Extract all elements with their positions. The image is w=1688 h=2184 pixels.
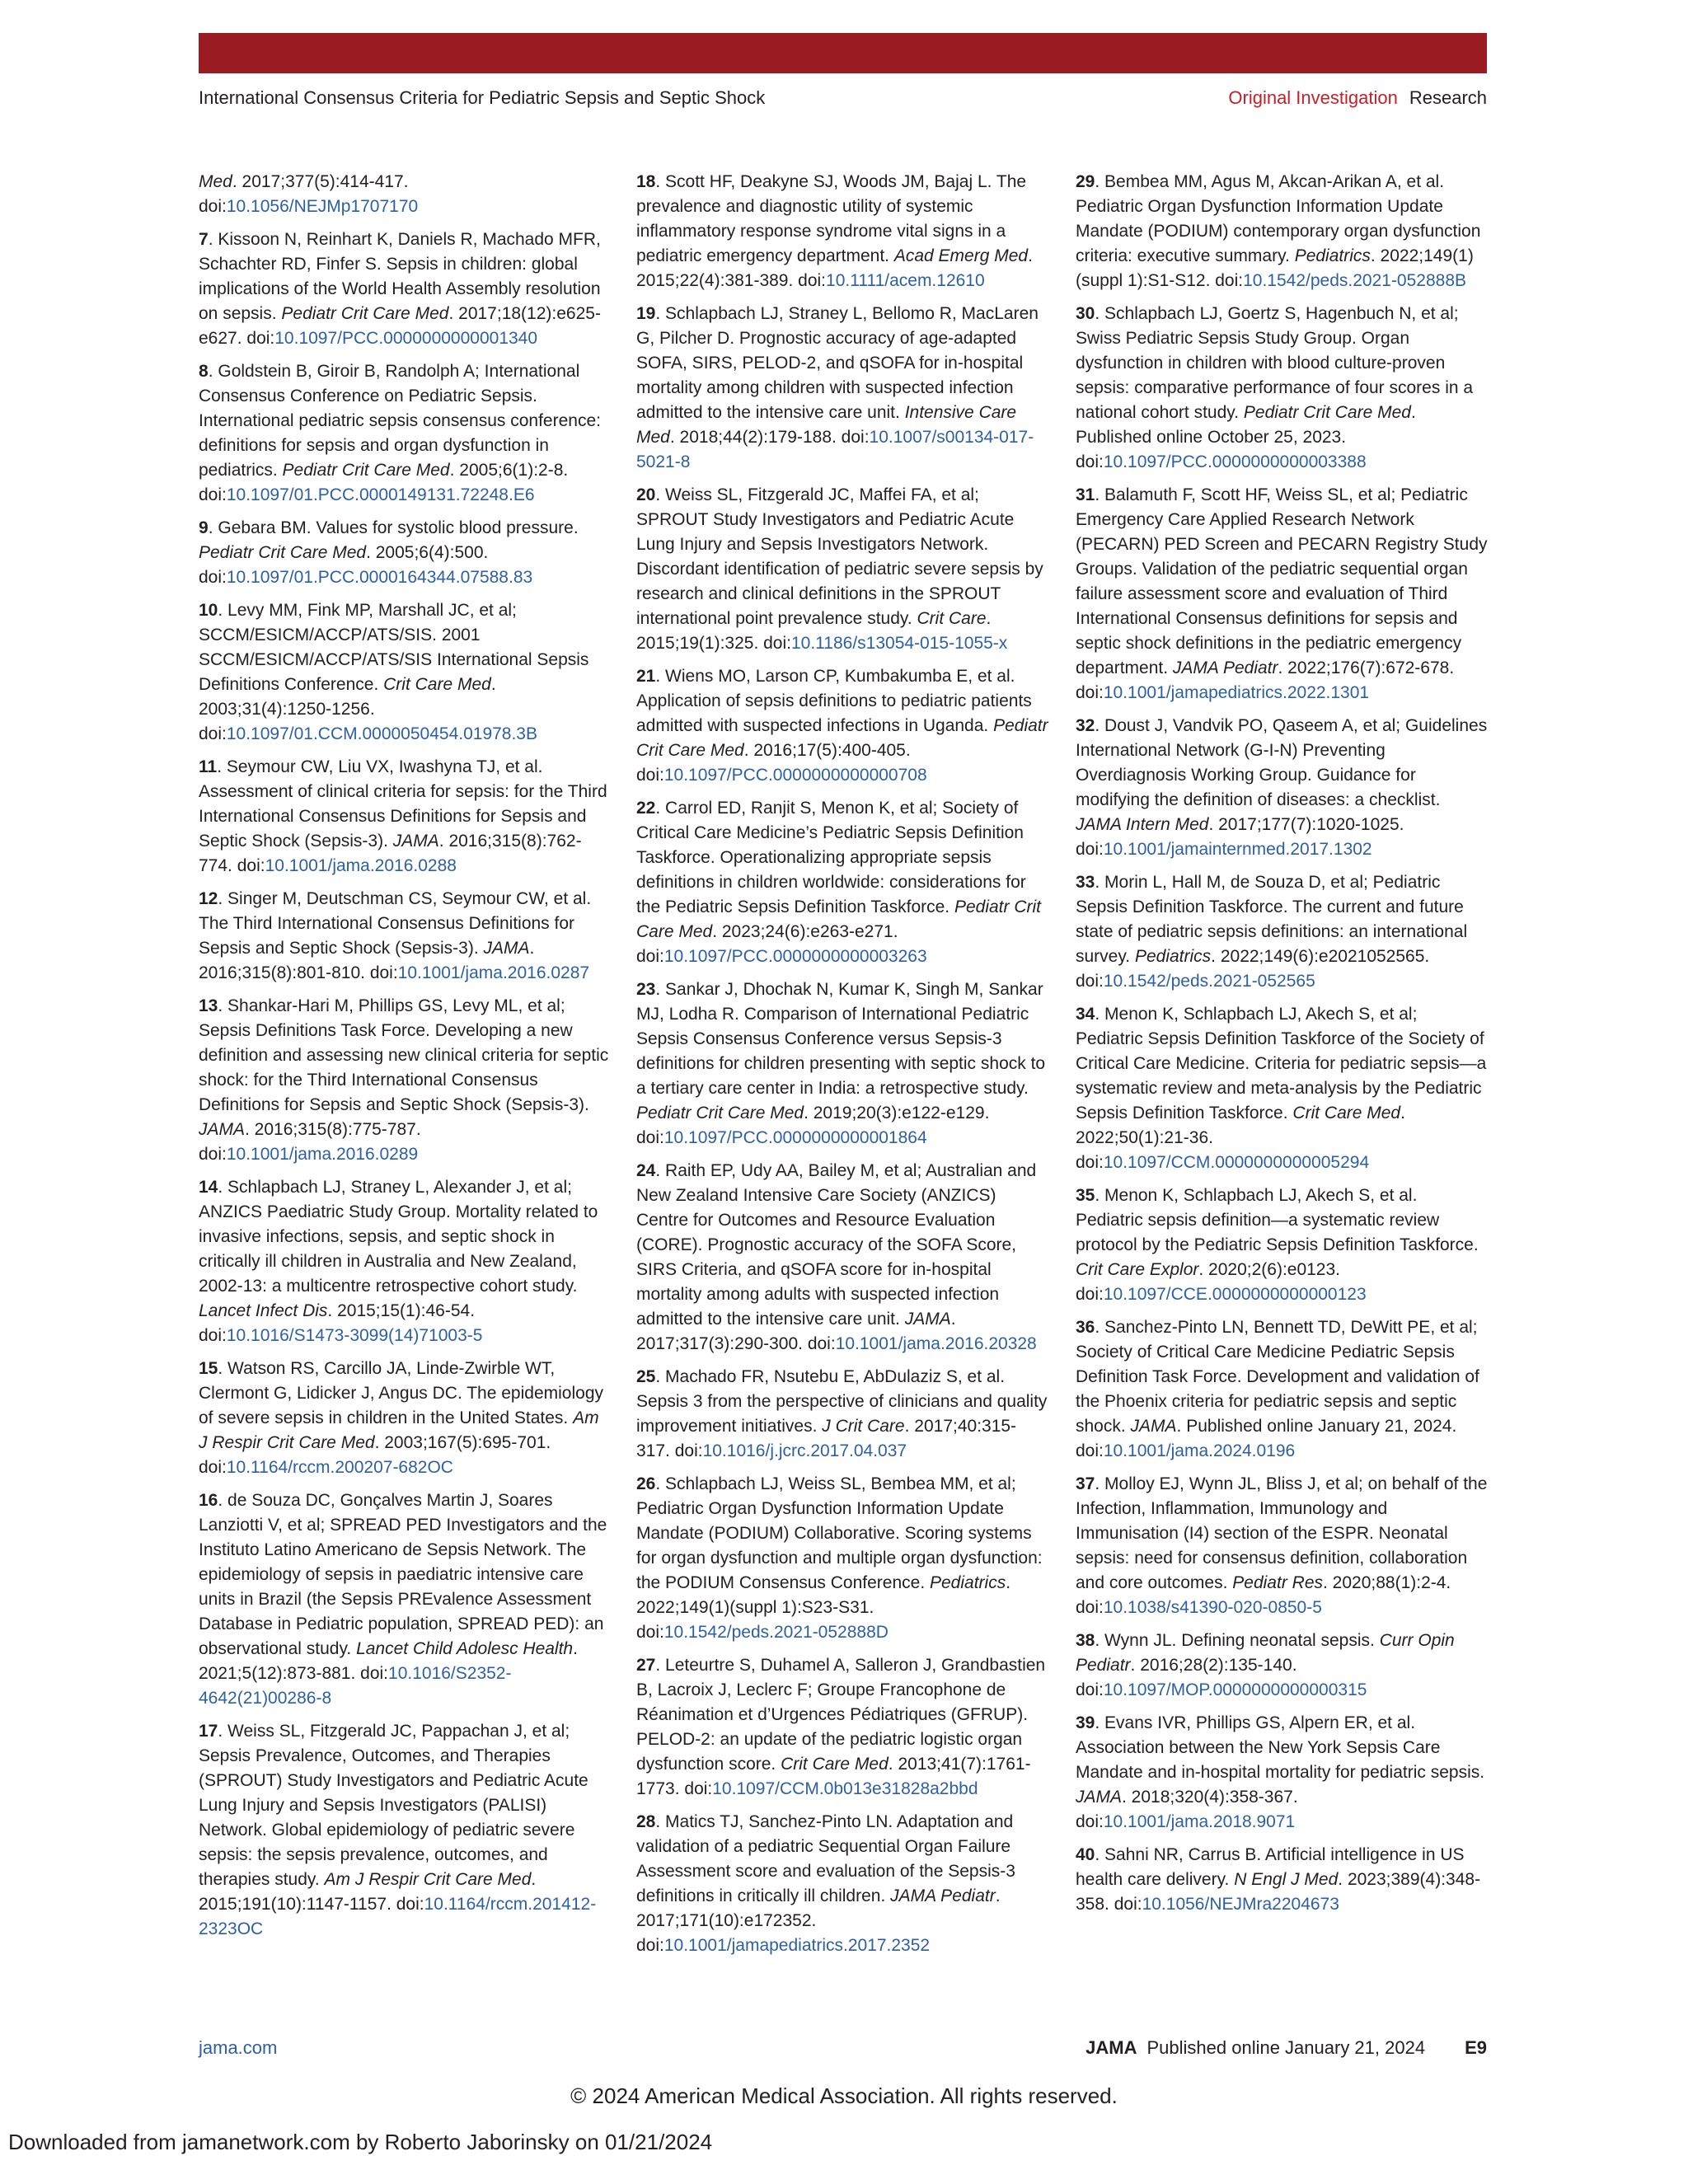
journal-title: Crit Care Med	[383, 675, 491, 694]
reference-text: . Shankar-Hari M, Phillips GS, Levy ML, et al; Sepsis Definitions Task Force. Developing a new definition and assessing new clinical criteria for septic shock: for the Third International Consensus Definitions for Sepsis and Septic Shock (Sepsis-3).	[199, 996, 609, 1114]
doi-link[interactable]: 10.1001/jama.2016.0288	[265, 856, 457, 875]
reference-text: . 2017;40:315-317. doi:	[636, 1417, 1017, 1460]
reference-number: 29	[1076, 172, 1095, 191]
reference-text: . Published online January 21, 2024. doi:	[1076, 1417, 1457, 1460]
reference-text: . 2015;191(10):1147-1157. doi:	[199, 1870, 537, 1914]
journal-title: N Engl J Med	[1234, 1870, 1339, 1889]
doi-link[interactable]: 10.1164/rccm.200207-682OC	[226, 1458, 453, 1477]
reference-text: . Doust J, Vandvik PO, Qaseem A, et al; Guidelines International Network (G-I-N) Preventing Overdiagnosis Working Group. Guidance for modifying the definition of diseases: a checklist.	[1076, 716, 1488, 809]
reference-entry	[199, 170, 611, 219]
journal-title: Intensive Care Med	[636, 403, 1017, 447]
reference-text: . Carrol ED, Ranjit S, Menon K, et al; Society of Critical Care Medicine’s Pediatric Sepsis Definition Taskforce. Operationalizing appropriate sepsis definitions in children worldwide: considerations for the Pediatric Sepsis Definition Taskforce.	[636, 799, 1026, 916]
journal-title: Lancet Child Adolesc Health	[356, 1639, 574, 1658]
doi-link[interactable]: 10.1542/peds.2021-052888B	[1243, 271, 1467, 290]
running-title: International Consensus Criteria for Pediatric Sepsis and Septic Shock	[199, 87, 766, 108]
reference-entry	[1076, 1711, 1488, 1835]
reference-number: 18	[636, 172, 656, 191]
copyright-notice: © 2024 American Medical Association. All rights reserved.	[570, 2083, 1118, 2108]
journal-title: Med	[199, 172, 232, 191]
doi-link[interactable]: 10.1016/S1473-3099(14)71003-5	[226, 1326, 483, 1345]
doi-link[interactable]: 10.1097/PCC.0000000000001864	[663, 1128, 927, 1147]
reference-text: . 2005;6(4):500. doi:	[199, 543, 489, 587]
reference-text: . 2019;20(3):e122-e129. doi:	[636, 1104, 990, 1147]
reference-number: 21	[636, 667, 656, 686]
reference-text: . Bembea MM, Agus M, Akcan-Arikan A, et al. Pediatric Organ Dysfunction Information Update Mandate (PODIUM) contemporary organ dysfunction criteria: executive summary.	[1076, 172, 1481, 265]
doi-link[interactable]: 10.1016/j.jcrc.2017.04.037	[702, 1441, 907, 1460]
reference-text: . 2022;176(7):672-678. doi:	[1076, 658, 1455, 702]
doi-link[interactable]: 10.1056/NEJMra2204673	[1142, 1895, 1339, 1914]
journal-title: JAMA	[392, 832, 439, 851]
reference-text: . Levy MM, Fink MP, Marshall JC, et al; SCCM/ESICM/ACCP/ATS/SIS. 2001 SCCM/ESICM/ACCP/ATS/SIS International Sepsis Definitions Conference.	[199, 601, 589, 694]
doi-link[interactable]: 10.1097/CCM.0b013e31828a2bbd	[712, 1779, 978, 1798]
reference-number: 25	[636, 1367, 656, 1386]
reference-text: . Watson RS, Carcillo JA, Linde-Zwirble WT, Clermont G, Lidicker J, Angus DC. The epidemiology of severe sepsis in children in the United States.	[199, 1359, 603, 1427]
reference-number: 16	[199, 1491, 218, 1510]
journal-title: Crit Care Med	[781, 1755, 889, 1774]
reference-text: . de Souza DC, Gonçalves Martin J, Soares Lanziotti V, et al; SPREAD PED Investigators and the Instituto Latino Americano de Sepsis Network. The epidemiology of sepsis in paediatric intensive care units in Brazil (the Sepsis PREvalence Assessment Database in Pediatric population, SPREAD PED): an observational study.	[199, 1491, 607, 1658]
reference-text: . 2015;22(4):381-389. doi:	[636, 246, 1033, 290]
site-link[interactable]: jama.com	[199, 2037, 278, 2058]
reference-number: 13	[199, 996, 218, 1015]
reference-entry	[636, 796, 1048, 969]
reference-number: 32	[1076, 716, 1095, 735]
reference-text: . 2016;315(8):801-810. doi:	[199, 939, 535, 982]
reference-number: 26	[636, 1474, 656, 1493]
journal-title: JAMA	[199, 1120, 246, 1139]
reference-number: 34	[1076, 1005, 1095, 1024]
reference-entry	[636, 664, 1048, 788]
doi-link[interactable]: 10.1097/PCC.0000000000003388	[1103, 452, 1367, 471]
reference-entry	[1076, 1843, 1488, 1917]
reference-text: . Wiens MO, Larson CP, Kumbakumba E, et al. Application of sepsis definitions to pediatric patients admitted with suspected infections in Uganda.	[636, 667, 1032, 735]
journal-title: Pediatr Crit Care Med	[281, 304, 449, 323]
reference-text: . Schlapbach LJ, Straney L, Bellomo R, MacLaren G, Pilcher D. Prognostic accuracy of age-adapted SOFA, SIRS, PELOD-2, and qSOFA for in-hospital mortality among children with suspected infection admitted to the intensive care unit.	[636, 304, 1039, 422]
reference-text: . Sankar J, Dhochak N, Kumar K, Singh M, Sankar MJ, Lodha R. Comparison of International Pediatric Sepsis Consensus Conference versus Sepsis-3 definitions for children presenting with septic shock to a tertiary care center in India: a retrospective study.	[636, 980, 1046, 1098]
reference-text: . Schlapbach LJ, Goertz S, Hagenbuch N, et al; Swiss Pediatric Sepsis Study Group. Organ dysfunction in children with blood culture-proven sepsis: comparative performance of four scores in a national cohort study.	[1076, 304, 1474, 422]
reference-text: . 2022;149(1)(suppl 1):S1-S12. doi:	[1076, 246, 1474, 290]
reference-entry	[1076, 1472, 1488, 1620]
doi-link[interactable]: 10.1007/s00134-017-5021-8	[636, 428, 1034, 471]
reference-text: . Menon K, Schlapbach LJ, Akech S, et al; Pediatric Sepsis Definition Taskforce of the Society of Critical Care Medicine. Criteria for pediatric sepsis—a systematic review and meta-analysis by the Pediatric Sepsis Definition Taskforce.	[1076, 1005, 1487, 1122]
journal-title: Pediatr Crit Care Med	[636, 898, 1041, 941]
doi-link[interactable]: 10.1001/jama.2016.0287	[397, 963, 590, 982]
reference-text: . 2017;177(7):1020-1025. doi:	[1076, 815, 1404, 859]
reference-entry	[199, 1719, 611, 1942]
reference-column-3	[1076, 170, 1488, 1925]
doi-link[interactable]: 10.1097/01.PCC.0000164344.07588.83	[226, 568, 533, 587]
reference-text: . 2022;149(6):e2021052565. doi:	[1076, 947, 1430, 991]
doi-link[interactable]: 10.1016/S2352-4642(21)00286-8	[199, 1664, 512, 1708]
reference-entry	[636, 977, 1048, 1151]
reference-number: 11	[199, 757, 218, 776]
doi-link[interactable]: 10.1097/MOP.0000000000000315	[1103, 1680, 1367, 1699]
reference-text: . Kissoon N, Reinhart K, Daniels R, Machado MFR, Schachter RD, Finfer S. Sepsis in children: global implications of the World Health Assembly resolution on sepsis.	[199, 230, 601, 323]
reference-entry	[199, 755, 611, 879]
reference-text: . Machado FR, Nsutebu E, AbDulaziz S, et al. Sepsis 3 from the perspective of clinicians and quality improvement initiatives.	[636, 1367, 1048, 1436]
reference-text: . Morin L, Hall M, de Souza D, et al; Pediatric Sepsis Definition Taskforce. The current and future state of pediatric sepsis definitions: an international survey.	[1076, 873, 1468, 966]
reference-number: 10	[199, 601, 218, 620]
reference-text: . Balamuth F, Scott HF, Weiss SL, et al; Pediatric Emergency Care Applied Research Network (PECARN) PED Screen and PECARN Registry Study Groups. Validation of the pediatric sequential organ failure assessment score and evaluation of Third International Consensus definitions for sepsis and septic shock definitions in the pediatric emergency department.	[1076, 485, 1488, 677]
doi-link[interactable]: 10.1097/PCC.0000000000000708	[663, 766, 927, 785]
reference-text: . Published online October 25, 2023. doi:	[1076, 403, 1416, 471]
journal-title: JAMA Pediatr	[1172, 658, 1278, 677]
journal-title: Pediatr Crit Care Med	[636, 1104, 804, 1122]
reference-entry	[636, 1472, 1048, 1645]
reference-text: . 2017;171(10):e172352. doi:	[636, 1886, 1001, 1955]
reference-text: . 2016;315(8):775-787. doi:	[199, 1120, 421, 1164]
reference-number: 31	[1076, 485, 1095, 504]
reference-entry	[1076, 1183, 1488, 1307]
reference-text: . Weiss SL, Fitzgerald JC, Maffei FA, et al; SPROUT Study Investigators and Pediatric Acute Lung Injury and Sepsis Investigators Network. Discordant identification of pediatric severe sepsis by research and clinical definitions in the SPROUT international point prevalence study.	[636, 485, 1043, 628]
journal-title: JAMA Pediatr	[890, 1886, 996, 1905]
reference-text: . 2016;28(2):135-140. doi:	[1076, 1656, 1297, 1699]
reference-text: . 2003;167(5):695-701. doi:	[199, 1433, 551, 1477]
journal-title: JAMA	[904, 1310, 951, 1329]
reference-number: 15	[199, 1359, 218, 1378]
reference-text: . Wynn JL. Defining neonatal sepsis.	[1095, 1631, 1380, 1650]
reference-text: . 2023;24(6):e263-e271. doi:	[636, 922, 898, 966]
reference-text: . 2015;15(1):46-54. doi:	[199, 1301, 476, 1345]
doi-link[interactable]: 10.1097/01.PCC.0000149131.72248.E6	[226, 485, 535, 504]
reference-entry	[199, 359, 611, 508]
journal-title: Pediatr Crit Care Med	[1243, 403, 1411, 422]
reference-text: . 2021;5(12):873-881. doi:	[199, 1639, 578, 1683]
reference-text: . Sanchez-Pinto LN, Bennett TD, DeWitt PE, et al; Society of Critical Care Medicine Pediatric Sepsis Definition Task Force. Development and validation of the Phoenix criteria for pediatric sepsis and septic shock.	[1076, 1318, 1479, 1436]
reference-entry	[199, 1357, 611, 1480]
reference-text: . Weiss SL, Fitzgerald JC, Pappachan J, et al; Sepsis Prevalence, Outcomes, and Therapies (SPROUT) Study Investigators and Pediatric Acute Lung Injury and Sepsis Investigators (PALISI) Network. Global epidemiology of pediatric severe sepsis: the sepsis prevalence, outcomes, and therapies study.	[199, 1722, 588, 1889]
reference-text: . Singer M, Deutschman CS, Seymour CW, et al. The Third International Consensus Definitions for Sepsis and Septic Shock (Sepsis-3).	[199, 889, 592, 958]
journal-title: Pediatrics	[1134, 947, 1212, 966]
journal-title: J Crit Care	[822, 1417, 905, 1436]
reference-number: 36	[1076, 1318, 1095, 1337]
page-footer	[199, 2036, 1487, 2060]
reference-text: . 2016;17(5):400-405. doi:	[636, 741, 911, 785]
reference-number: 24	[636, 1161, 656, 1180]
reference-column-2	[636, 170, 1048, 1966]
journal-title: Acad Emerg Med	[893, 246, 1029, 265]
reference-entry	[636, 1159, 1048, 1357]
reference-entry	[636, 170, 1048, 293]
reference-text: . 2023;389(4):348-358. doi:	[1076, 1870, 1481, 1914]
header-color-bar	[199, 33, 1487, 73]
reference-text: . Matics TJ, Sanchez-Pinto LN. Adaptation and validation of a pediatric Sequential Organ Failure Assessment score and evaluation of the Sepsis-3 definitions in critically ill children.	[636, 1812, 1015, 1905]
reference-text: . Raith EP, Udy AA, Bailey M, et al; Australian and New Zealand Intensive Care Society (ANZICS) Centre for Outcomes and Resource Evaluation (CORE). Prognostic accuracy of the SOFA Score, SIRS Criteria, and qSOFA score for in-hospital mortality among adults with suspected infection admitted to the intensive care unit.	[636, 1161, 1037, 1329]
doi-link[interactable]: 10.1097/PCC.0000000000003263	[663, 947, 927, 966]
journal-title: Pediatr Crit Care Med	[636, 716, 1048, 760]
journal-name: JAMA	[1085, 2037, 1137, 2058]
reference-entry	[1076, 1002, 1488, 1175]
journal-title: Lancet Infect Dis	[199, 1301, 328, 1320]
publication-date: Published online January 21, 2024	[1146, 2037, 1426, 2058]
reference-column-1	[199, 170, 611, 1950]
reference-entry	[1076, 1629, 1488, 1703]
page-number: E9	[1465, 2037, 1487, 2058]
doi-link[interactable]: 10.1001/jama.2018.9071	[1103, 1812, 1296, 1831]
section-type: Research	[1409, 87, 1487, 108]
reference-entry	[199, 516, 611, 590]
section-label: Original Investigation	[1228, 87, 1398, 108]
doi-link[interactable]: 10.1164/rccm.201412-2323OC	[199, 1895, 597, 1938]
reference-text: . Schlapbach LJ, Straney L, Alexander J, et al; ANZICS Paediatric Study Group. Mortality related to invasive infections, sepsis, and septic shock in critically ill children in Australia and New Zealand, 2002-13: a multicentre retrospective cohort study.	[199, 1178, 598, 1296]
reference-number: 40	[1076, 1845, 1095, 1864]
doi-link[interactable]: 10.1001/jama.2016.20328	[835, 1334, 1037, 1353]
reference-text: . Goldstein B, Giroir B, Randolph A; International Consensus Conference on Pediatric Sepsis. International pediatric sepsis consensus conference: definitions for sepsis and organ dysfunction in pediatrics.	[199, 362, 601, 480]
download-notice: Downloaded from jamanetwork.com by Roberto Jaborinsky on 01/21/2024	[8, 2130, 713, 2154]
journal-title: Am J Respir Crit Care Med	[199, 1408, 599, 1452]
reference-entry	[1076, 1315, 1488, 1464]
reference-entry	[1076, 870, 1488, 994]
reference-number: 28	[636, 1812, 656, 1831]
reference-text: . 2018;44(2):179-188. doi:	[669, 428, 870, 447]
journal-title: Curr Opin Pediatr	[1076, 1631, 1455, 1675]
journal-title: Am J Respir Crit Care Med	[324, 1870, 532, 1889]
reference-text: . 2003;31(4):1250-1256. doi:	[199, 675, 496, 743]
doi-link[interactable]: 10.1097/CCE.0000000000000123	[1103, 1285, 1367, 1304]
reference-number: 19	[636, 304, 656, 323]
journal-title: Crit Care	[917, 609, 987, 628]
reference-text: . 2013;41(7):1761-1773. doi:	[636, 1755, 1031, 1798]
running-head	[199, 86, 1487, 110]
doi-link[interactable]: 10.1001/jamainternmed.2017.1302	[1103, 840, 1372, 859]
reference-entry	[636, 1365, 1048, 1464]
reference-text: . 2022;50(1):21-36. doi:	[1076, 1104, 1405, 1172]
reference-text: . 2018;320(4):358-367. doi:	[1076, 1788, 1298, 1831]
reference-entry	[199, 1488, 611, 1711]
reference-text: . 2017;377(5):414-417. doi:	[199, 172, 409, 216]
reference-number: 35	[1076, 1186, 1095, 1205]
reference-text: . 2017;18(12):e625-e627. doi:	[199, 304, 601, 348]
journal-title: Pediatrics	[930, 1573, 1006, 1592]
doi-link[interactable]: 10.1186/s13054-015-1055-x	[790, 634, 1008, 653]
reference-entry	[199, 994, 611, 1167]
reference-number: 17	[199, 1722, 218, 1741]
reference-number: 27	[636, 1656, 656, 1675]
reference-number: 9	[199, 518, 209, 537]
doi-link[interactable]: 10.1111/acem.12610	[826, 271, 985, 290]
journal-title: Crit Care Explor	[1076, 1260, 1199, 1279]
doi-link[interactable]: 10.1001/jamapediatrics.2022.1301	[1103, 683, 1370, 702]
reference-number: 8	[199, 362, 209, 381]
doi-link[interactable]: 10.1038/s41390-020-0850-5	[1103, 1598, 1322, 1617]
reference-number: 39	[1076, 1713, 1095, 1732]
reference-entry	[1076, 483, 1488, 705]
doi-link[interactable]: 10.1542/peds.2021-052888D	[663, 1623, 889, 1642]
reference-entry	[636, 483, 1048, 656]
journal-title: JAMA Intern Med	[1076, 815, 1209, 834]
reference-text: . Menon K, Schlapbach LJ, Akech S, et al. Pediatric sepsis definition—a systematic review protocol by the Pediatric Sepsis Definition Taskforce.	[1076, 1186, 1479, 1254]
reference-entry	[199, 227, 611, 351]
reference-number: 38	[1076, 1631, 1095, 1650]
doi-link[interactable]: 10.1542/peds.2021-052565	[1103, 972, 1315, 991]
reference-number: 12	[199, 889, 218, 908]
journal-title: JAMA	[483, 939, 530, 958]
reference-entry	[199, 887, 611, 986]
doi-link[interactable]: 10.1001/jamapediatrics.2017.2352	[663, 1936, 931, 1955]
reference-entry	[636, 1810, 1048, 1958]
reference-number: 23	[636, 980, 656, 999]
reference-text: . Sahni NR, Carrus B. Artificial intelligence in US health care delivery.	[1076, 1845, 1465, 1889]
reference-text: . 2017;317(3):290-300. doi:	[636, 1310, 956, 1353]
reference-number: 14	[199, 1178, 218, 1197]
journal-title: JAMA	[1130, 1417, 1177, 1436]
reference-text: . Leteurtre S, Duhamel A, Salleron J, Grandbastien B, Lacroix J, Leclerc F; Groupe Francophone de Réanimation et d’Urgences Pédiatriques (GFRUP). PELOD-2: an update of the pediatric logistic organ dysfunction score.	[636, 1656, 1046, 1774]
reference-number: 20	[636, 485, 656, 504]
reference-number: 37	[1076, 1474, 1095, 1493]
reference-number: 33	[1076, 873, 1095, 892]
reference-entry	[1076, 170, 1488, 293]
journal-title: Pediatr Crit Care Med	[282, 461, 450, 480]
reference-text: . Schlapbach LJ, Weiss SL, Bembea MM, et al; Pediatric Organ Dysfunction Information Update Mandate (PODIUM) Collaborative. Scoring systems for organ dysfunction and multiple organ dysfunction: the PODIUM Consensus Conference.	[636, 1474, 1043, 1592]
reference-text: . 2016;315(8):762-774. doi:	[199, 832, 582, 875]
reference-text: . Evans IVR, Phillips GS, Alpern ER, et al. Association between the New York Sepsis Care Mandate and in-hospital mortality for pediatric sepsis.	[1076, 1713, 1485, 1782]
doi-link[interactable]: 10.1097/01.CCM.0000050454.01978.3B	[226, 724, 537, 743]
reference-text: . 2020;2(6):e0123. doi:	[1076, 1260, 1341, 1304]
reference-entry	[636, 1653, 1048, 1802]
doi-link[interactable]: 10.1001/jama.2024.0196	[1103, 1441, 1296, 1460]
reference-text: . 2015;19(1):325. doi:	[636, 609, 992, 653]
journal-title: Pediatr Crit Care Med	[199, 543, 367, 562]
reference-entry	[199, 598, 611, 747]
reference-text: . 2022;149(1)(suppl 1):S23-S31. doi:	[636, 1573, 1011, 1642]
reference-text: . 2005;6(1):2-8. doi:	[199, 461, 569, 504]
doi-link[interactable]: 10.1097/PCC.0000000000001340	[274, 329, 538, 348]
reference-entry	[636, 302, 1048, 475]
section-labels	[1228, 86, 1487, 110]
reference-number: 30	[1076, 304, 1095, 323]
reference-entry	[1076, 302, 1488, 475]
reference-text: . Scott HF, Deakyne SJ, Woods JM, Bajaj L. The prevalence and diagnostic utility of systemic inflammatory response syndrome vital signs in a pediatric emergency department.	[636, 172, 1027, 265]
reference-number: 7	[199, 230, 209, 249]
reference-text: . Gebara BM. Values for systolic blood pressure.	[208, 518, 579, 537]
footer-meta	[1085, 2036, 1487, 2060]
reference-entry	[199, 1175, 611, 1348]
journal-title: Pediatr Res	[1232, 1573, 1323, 1592]
reference-entry	[1076, 714, 1488, 862]
journal-title: Pediatrics	[1294, 246, 1371, 265]
journal-title: JAMA	[1076, 1788, 1123, 1807]
reference-text: . 2020;88(1):2-4. doi:	[1076, 1573, 1451, 1617]
reference-text: . Molloy EJ, Wynn JL, Bliss J, et al; on behalf of the Infection, Inflammation, Immunology and Immunisation (I4) section of the ESPR. Neonatal sepsis: need for consensus definition, collaboration and core outcomes.	[1076, 1474, 1488, 1592]
doi-link[interactable]: 10.1056/NEJMp1707170	[226, 197, 419, 216]
doi-link[interactable]: 10.1097/CCM.0000000000005294	[1103, 1153, 1370, 1172]
doi-link[interactable]: 10.1001/jama.2016.0289	[226, 1145, 419, 1164]
reference-number: 22	[636, 799, 656, 818]
journal-title: Crit Care Med	[1292, 1104, 1401, 1122]
reference-text: . Seymour CW, Liu VX, Iwashyna TJ, et al. Assessment of clinical criteria for sepsis: for the Third International Consensus Definitions for Sepsis and Septic Shock (Sepsis-3).	[199, 757, 607, 851]
